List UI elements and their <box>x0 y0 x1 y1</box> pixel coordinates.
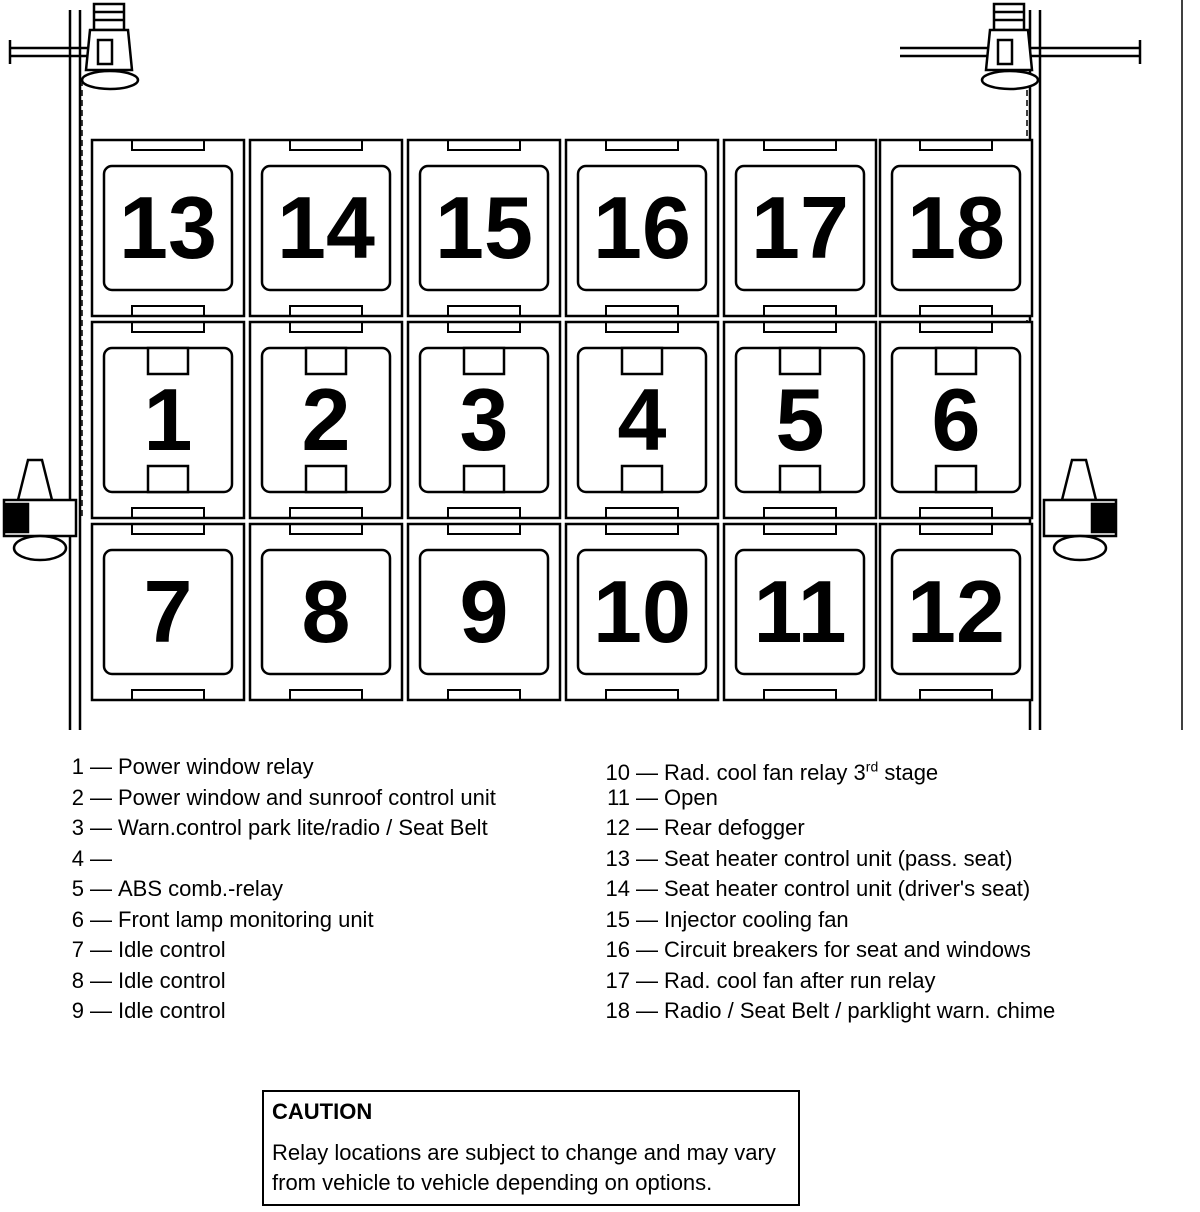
caution-body: Relay locations are subject to change and may vary from vehicle to vehicle depending on options. <box>272 1140 776 1195</box>
legend-number: 4 <box>71 845 84 871</box>
relay-clip-bottom <box>306 466 346 492</box>
legend-item-15 <box>600 905 1055 936</box>
legend-label: Seat heater control unit (pass. seat) <box>664 845 1013 871</box>
relay-slot-18 <box>880 140 1032 316</box>
relay-clip-bottom <box>780 466 820 492</box>
legend-number: 13 <box>605 845 630 871</box>
legend-label: Idle control <box>118 937 226 962</box>
relay-slot-1 <box>92 322 244 518</box>
legend-number: 9 <box>71 998 84 1023</box>
legend-item-8 <box>66 966 496 997</box>
legend-dash: — <box>636 906 658 932</box>
relay-slot-number: 15 <box>435 178 533 277</box>
relay-slot-number: 16 <box>593 178 691 277</box>
legend-dash: — <box>90 784 112 810</box>
caution-box <box>262 1090 800 1206</box>
relay-slot-number: 1 <box>143 370 193 469</box>
legend-item-7 <box>66 935 496 966</box>
legend-number: 7 <box>71 937 84 962</box>
legend-label: Open <box>664 784 718 810</box>
legend-dash: — <box>90 876 112 901</box>
legend-dash: — <box>636 937 658 962</box>
legend-dash: — <box>636 760 658 786</box>
legend-item-6 <box>66 905 496 936</box>
legend-item-2 <box>66 783 496 814</box>
legend-label: ABS comb.-relay <box>118 876 284 901</box>
legend-label: Power window and sunroof control unit <box>118 784 496 810</box>
relay-slot-6 <box>880 322 1032 518</box>
legend-label: Radio / Seat Belt / parklight warn. chime <box>664 998 1056 1023</box>
legend-item-17 <box>600 966 1055 997</box>
legend-dash: — <box>636 967 658 993</box>
legend-item-16 <box>600 935 1055 966</box>
relay-slot-4 <box>566 322 718 518</box>
legend-item-14 <box>600 874 1055 905</box>
legend-label: Power window relay <box>118 754 314 779</box>
relay-slot-number: 2 <box>301 370 351 469</box>
relay-slot-15 <box>408 140 560 316</box>
relay-slot-number: 4 <box>617 370 667 469</box>
legend-dash: — <box>636 998 658 1023</box>
legend-label: Seat heater control unit (driver's seat) <box>664 876 1031 901</box>
relay-slot-10 <box>566 524 718 700</box>
legend-dash: — <box>90 906 112 932</box>
relay-slot-13 <box>92 140 244 316</box>
relay-slot-number: 13 <box>119 178 217 277</box>
relay-clip-bottom <box>148 466 188 492</box>
legend-item-4 <box>66 844 496 875</box>
legend-label: Rad. cool fan after run relay <box>664 967 936 993</box>
relay-slot-3 <box>408 322 560 518</box>
top-left-screw-icon <box>82 4 138 89</box>
relay-slot-9 <box>408 524 560 700</box>
legend-item-9 <box>66 996 496 1027</box>
legend-dash: — <box>636 845 658 871</box>
relay-slot-number: 6 <box>931 370 981 469</box>
legend-number: 12 <box>605 815 630 840</box>
relay-slot-8 <box>250 524 402 700</box>
legend-number: 15 <box>605 906 630 932</box>
relay-slot-number: 14 <box>277 178 375 277</box>
legend-number: 10 <box>605 760 630 786</box>
legend-number: 1 <box>71 754 84 779</box>
legend-item-13 <box>600 844 1055 875</box>
legend-number: 11 <box>607 784 630 810</box>
relay-slot-number: 7 <box>143 562 193 661</box>
relay-slot-number: 3 <box>459 370 509 469</box>
legend-label: Warn.control park lite/radio / Seat Belt <box>118 815 488 840</box>
legend-label: Front lamp monitoring unit <box>118 906 374 932</box>
legend-item-3 <box>66 813 496 844</box>
left-side-screw-icon <box>4 460 76 560</box>
relay-slot-number: 8 <box>301 562 351 661</box>
legend-dash: — <box>636 876 658 901</box>
legend-dash: — <box>90 937 112 962</box>
relay-slot-2 <box>250 322 402 518</box>
legend-item-18 <box>600 996 1055 1027</box>
relay-slot-16 <box>566 140 718 316</box>
legend-right-column <box>600 752 1055 1027</box>
legend-label: Idle control <box>118 998 226 1023</box>
relay-slot-number: 5 <box>775 370 825 469</box>
legend-dash: — <box>636 784 658 810</box>
legend-superscript: rd <box>865 759 879 775</box>
legend-item-10 <box>600 752 1055 786</box>
relay-clip-bottom <box>622 466 662 492</box>
legend-item-11 <box>600 783 1055 814</box>
legend-label: Idle control <box>118 967 226 993</box>
legend-dash: — <box>636 815 658 840</box>
relay-clip-bottom <box>936 466 976 492</box>
legend-dash: — <box>90 754 112 779</box>
caution-title: CAUTION <box>272 1099 373 1124</box>
relay-slot-number: 9 <box>459 562 509 661</box>
relay-slot-5 <box>724 322 876 518</box>
legend-left-column <box>66 752 496 1027</box>
legend-dash: — <box>90 845 112 871</box>
legend-label: Circuit breakers for seat and windows <box>664 937 1031 962</box>
legend-number: 3 <box>71 815 84 840</box>
legend-item-1 <box>66 752 496 783</box>
legend-number: 16 <box>605 937 630 962</box>
relay-slot-12 <box>880 524 1032 700</box>
legend-dash: — <box>90 998 112 1023</box>
legend-number: 5 <box>71 876 84 901</box>
legend-number: 14 <box>605 876 630 901</box>
relay-slot-number: 11 <box>753 562 847 661</box>
relay-slot-number: 17 <box>751 178 849 277</box>
relay-slots <box>92 140 1032 700</box>
relay-slot-number: 18 <box>907 178 1005 277</box>
legend-label: Rad. cool fan relay 3rd stage <box>664 759 939 786</box>
legend-number: 18 <box>605 998 630 1023</box>
legend-dash: — <box>90 815 112 840</box>
relay-slot-14 <box>250 140 402 316</box>
relay-slot-7 <box>92 524 244 700</box>
legend-item-12 <box>600 813 1055 844</box>
legend-label: Injector cooling fan <box>664 906 849 932</box>
relay-slot-17 <box>724 140 876 316</box>
legend-item-5 <box>66 874 496 905</box>
legend-number: 17 <box>605 967 630 993</box>
legend-number: 2 <box>71 784 84 810</box>
relay-slot-number: 10 <box>593 562 691 661</box>
relay-clip-bottom <box>464 466 504 492</box>
legend-label: Rear defogger <box>664 815 805 840</box>
relay-slot-number: 12 <box>907 562 1005 661</box>
right-side-screw-icon <box>1044 460 1116 560</box>
relay-slot-11 <box>724 524 876 700</box>
legend-number: 6 <box>71 906 84 932</box>
legend-number: 8 <box>71 967 84 993</box>
legend-dash: — <box>90 967 112 993</box>
